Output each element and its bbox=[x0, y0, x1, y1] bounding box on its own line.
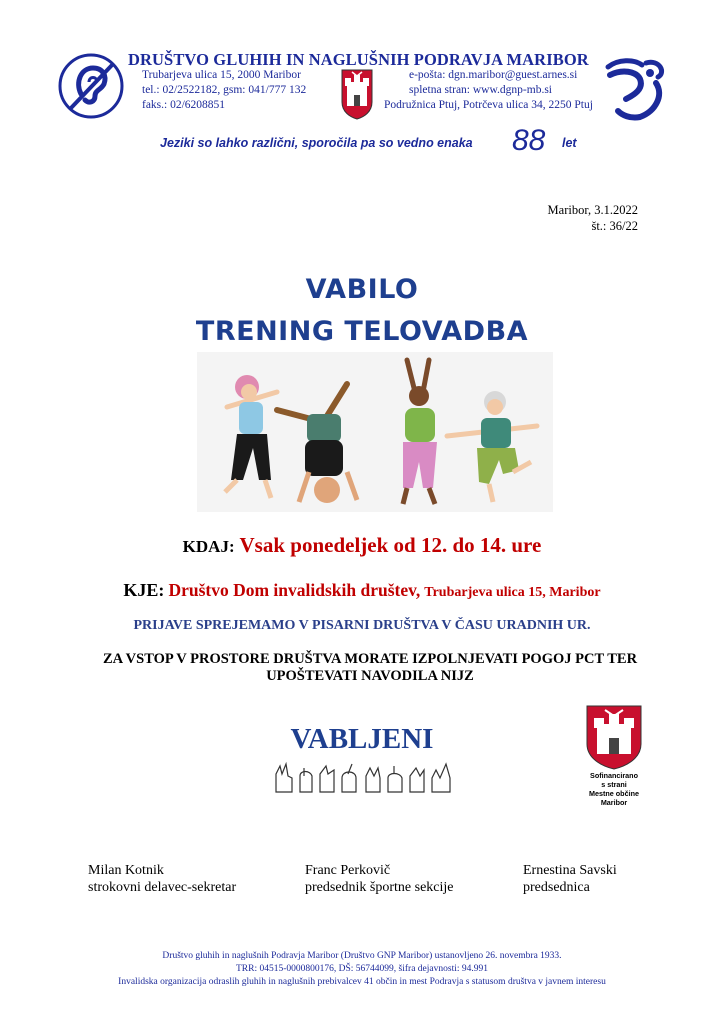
registration-note: PRIJAVE SPREJEMAMO V PISARNI DRUŠTVA V ČASU URADNIH UR. bbox=[133, 618, 591, 633]
maribor-coat-of-arms-icon bbox=[340, 68, 374, 120]
signature-1 bbox=[88, 862, 236, 896]
where-label: KJE: bbox=[123, 580, 165, 600]
org-website: spletna stran: www.dgnp-mb.si bbox=[409, 84, 552, 96]
letter-date: Maribor, 3.1.2022 bbox=[547, 203, 638, 217]
entry-line-1: ZA VSTOP V PROSTORE DRUŠTVA MORATE IZPOLNJEVATI POGOJ PCT TER bbox=[102, 651, 638, 667]
sponsor-line-4: Maribor bbox=[600, 798, 628, 807]
exercise-illustration bbox=[197, 352, 553, 512]
where-line bbox=[0, 580, 724, 601]
sponsor-line-1: Sofinancirano bbox=[590, 771, 638, 780]
signature-3 bbox=[523, 862, 617, 896]
sign-hands-icon bbox=[270, 760, 460, 796]
when-label: KDAJ: bbox=[182, 537, 235, 556]
dancer-1-icon bbox=[225, 375, 277, 498]
when-line bbox=[0, 533, 724, 558]
athlete-icon bbox=[600, 55, 670, 121]
signature-role: strokovni delavec-sekretar bbox=[88, 880, 237, 895]
motto-text: Jeziki so lahko različni, sporočila pa so vedno enaka bbox=[160, 136, 473, 150]
footer-line-2: TRR: 04515-0000800176, DŠ: 56744099, šifra dejavnosti: 94.991 bbox=[235, 964, 488, 974]
welcome-heading: VABLJENI bbox=[290, 723, 434, 755]
org-email: e-pošta: dgn.maribor@guest.arnes.si bbox=[409, 69, 578, 81]
dancer-3-icon bbox=[403, 360, 437, 504]
dancer-2-icon bbox=[277, 384, 357, 503]
dancer-4-icon bbox=[447, 391, 537, 502]
title-event: TRENING TELOVADBA bbox=[195, 316, 529, 347]
signature-role: predsednica bbox=[523, 880, 590, 895]
maribor-sponsor-coat-of-arms-icon bbox=[585, 704, 643, 770]
org-branch: Podružnica Ptuj, Potrčeva ulica 34, 2250 Ptuj bbox=[384, 99, 593, 111]
motto-years: 88 bbox=[512, 124, 546, 157]
sign-language-hands bbox=[270, 760, 460, 796]
sponsor-note bbox=[580, 771, 648, 807]
where-address: Trubarjeva ulica 15, Maribor bbox=[424, 585, 601, 600]
signature-name: Ernestina Savski bbox=[523, 863, 617, 878]
motto-suffix: let bbox=[562, 136, 577, 150]
when-value: Vsak ponedeljek od 12. do 14. ure bbox=[239, 533, 542, 557]
letter-reference: št.: 36/22 bbox=[591, 219, 638, 233]
sponsor-line-2: s strani bbox=[601, 780, 627, 789]
signature-name: Milan Kotnik bbox=[88, 863, 164, 878]
footer-line-3: Invalidska organizacija odraslih gluhih in naglušnih prebivalcev 41 občin in mest Podravja s statusom društva v javnem interesu bbox=[118, 977, 606, 987]
org-phone: tel.: 02/2522182, gsm: 041/777 132 bbox=[142, 84, 307, 96]
footer-line-1: Društvo gluhih in naglušnih Podravja Maribor (Društvo GNP Maribor) ustanovljeno 26. novembra 1933. bbox=[162, 951, 562, 961]
org-address: Trubarjeva ulica 15, 2000 Maribor bbox=[142, 69, 301, 81]
deaf-logo bbox=[57, 52, 125, 120]
org-fax: faks.: 02/6208851 bbox=[142, 99, 226, 111]
signature-role: predsednik športne sekcije bbox=[305, 880, 454, 895]
sports-logo bbox=[600, 55, 670, 121]
entry-requirements bbox=[90, 651, 650, 685]
where-value: Društvo Dom invalidskih društev, bbox=[168, 580, 421, 600]
sponsor-line-3: Mestne občine bbox=[589, 789, 639, 798]
signature-name: Franc Perkovič bbox=[305, 863, 391, 878]
signature-2 bbox=[305, 862, 454, 896]
entry-line-2: UPOŠTEVATI NAVODILA NIJZ bbox=[266, 668, 474, 684]
ear-icon bbox=[57, 52, 125, 120]
org-name: DRUŠTVO GLUHIH IN NAGLUŠNIH PODRAVJA MARIBOR bbox=[128, 50, 589, 69]
title-invitation: VABILO bbox=[305, 274, 419, 305]
